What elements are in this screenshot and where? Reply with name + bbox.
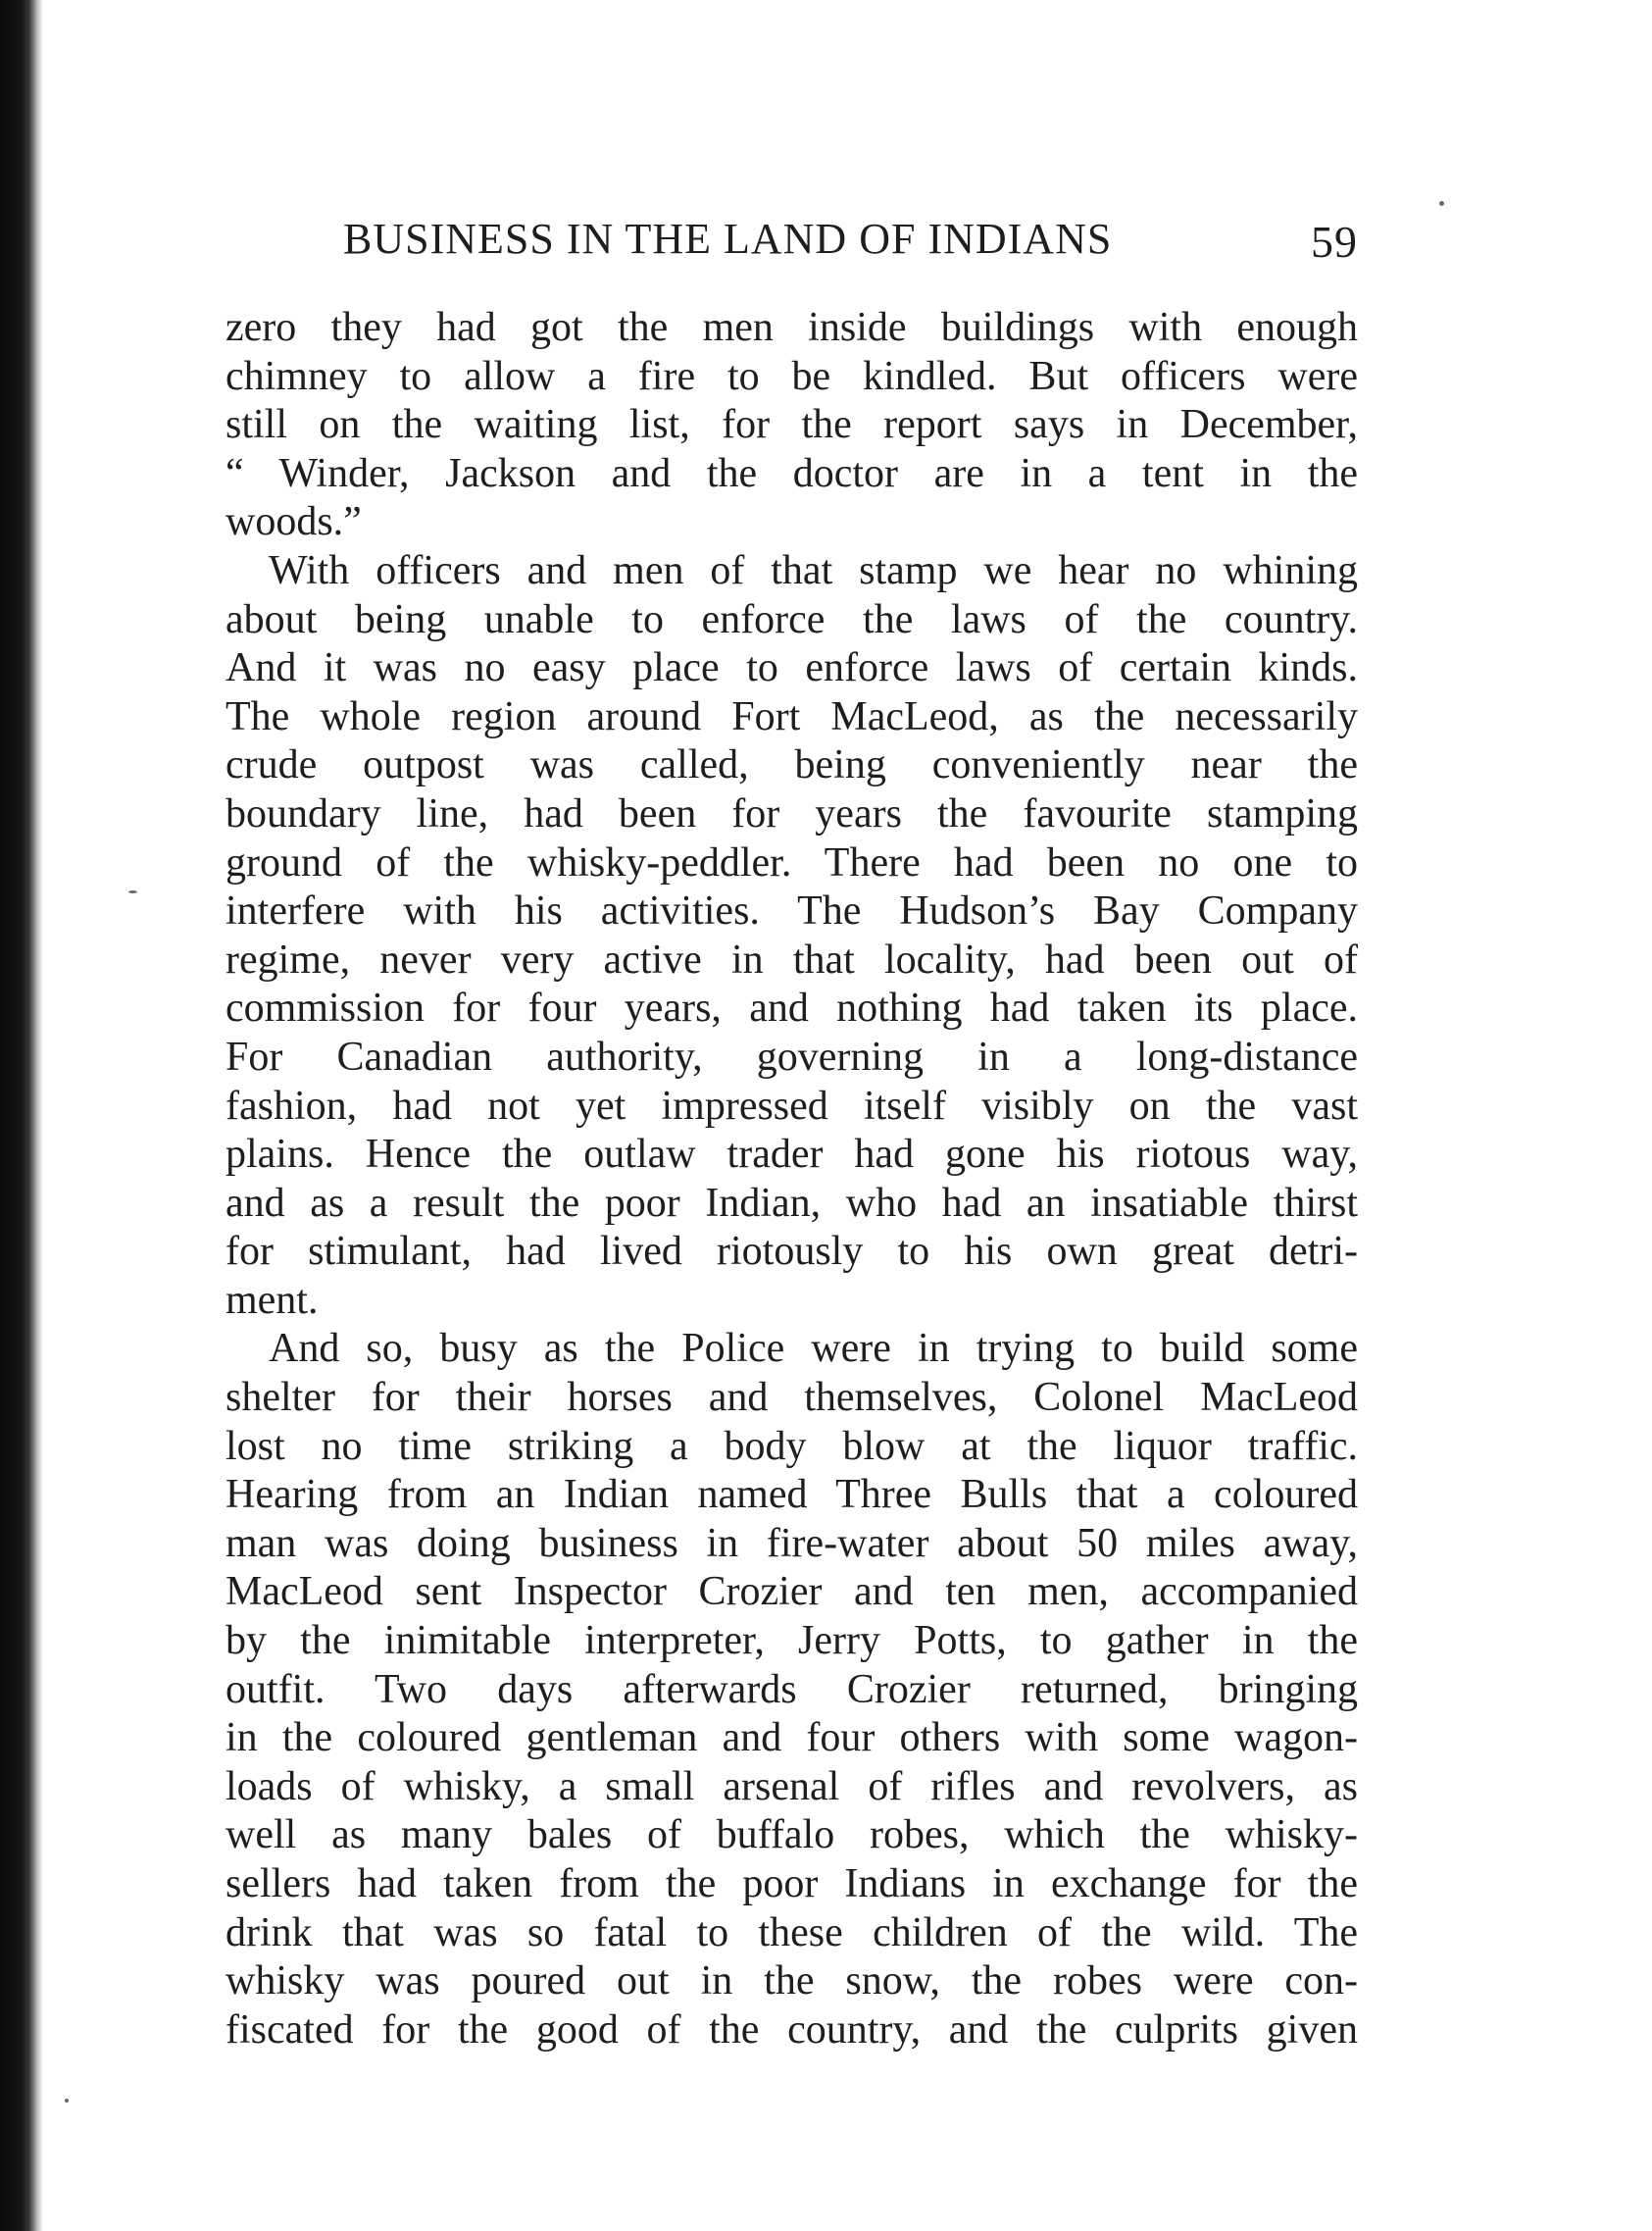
text-line: woods.” [225, 499, 362, 545]
text-line: sellers had taken from the poor Indians in exchange for the [225, 1861, 1358, 1906]
text-line: chimney to allow a fire to be kindled. But officers were [225, 353, 1358, 399]
text-line: boundary line, had been for years the favourite stamping [225, 790, 1358, 837]
text-line: by the inimitable interpreter, Jerry Potts, to gather in the [225, 1618, 1358, 1664]
binding-edge [0, 0, 43, 2231]
text-line: regime, never very active in that locality, had been out of [225, 937, 1358, 983]
text-line: loads of whisky, a small arsenal of rifles and revolvers, as [225, 1763, 1358, 1809]
paragraph [225, 547, 1358, 1326]
text-line: crude outpost was called, being conveniently near the [225, 742, 1358, 788]
text-line: interfere with his activities. The Hudson’s Bay Company [225, 888, 1358, 935]
text-line: in the coloured gentleman and four others with some wagon- [225, 1715, 1358, 1761]
paragraph [225, 304, 1358, 547]
text-line: And so, busy as the Police were in trying to build some [269, 1326, 1358, 1372]
text-line: about being unable to enforce the laws of the country. [225, 596, 1358, 642]
running-head [343, 214, 1358, 273]
text-line: The whole region around Fort MacLeod, as the necessarily [225, 693, 1358, 739]
text-line: well as many bales of buffalo robes, which the whisky- [225, 1812, 1358, 1858]
text-line: “ Winder, Jackson and the doctor are in a tent in the [225, 450, 1358, 496]
text-line: ground of the whisky-peddler. There had been no one to [225, 839, 1358, 886]
text-line: fiscated for the good of the country, and the culprits given [225, 2006, 1358, 2053]
text-line: And it was no easy place to enforce laws of certain kinds. [225, 645, 1358, 691]
text-line: ment. [225, 1277, 319, 1323]
text-line: outfit. Two days afterwards Crozier returned, bringing [225, 1666, 1358, 1712]
text-line: lost no time striking a body blow at the liquor traffic. [225, 1423, 1358, 1469]
text-line: man was doing business in fire-water about 50 miles away, [225, 1520, 1358, 1566]
text-line: shelter for their horses and themselves, Colonel MacLeod [225, 1375, 1358, 1421]
body-text [225, 304, 1358, 2054]
text-line: drink that was so fatal to these children of the wild. The [225, 1909, 1358, 1955]
text-line: For Canadian authority, governing in a long-distance [225, 1034, 1358, 1080]
running-head-title: BUSINESS IN THE LAND OF INDIANS [343, 215, 1113, 263]
text-line: for stimulant, had lived riotously to his own great detri- [225, 1229, 1358, 1275]
text-line: whisky was poured out in the snow, the robes were con- [225, 1958, 1358, 2004]
text-line: commission for four years, and nothing had taken its place. [225, 986, 1358, 1032]
paper-speck [128, 890, 137, 893]
text-line: fashion, had not yet impressed itself visibly on the vast [225, 1083, 1358, 1129]
text-line: MacLeod sent Inspector Crozier and ten men, accompanied [225, 1569, 1358, 1615]
text-line: and as a result the poor Indian, who had an insatiable thirst [225, 1180, 1358, 1226]
text-line: Hearing from an Indian named Three Bulls that a coloured [225, 1472, 1358, 1518]
text-line: zero they had got the men inside buildings with enough [225, 305, 1358, 350]
paper-speck [65, 2099, 69, 2103]
paragraph [225, 1325, 1358, 2054]
text-line: plains. Hence the outlaw trader had gone his riotous way, [225, 1132, 1358, 1178]
text-line: still on the waiting list, for the report says in December, [225, 402, 1358, 448]
paper-speck [1439, 201, 1444, 206]
page-number: 59 [1311, 217, 1358, 267]
text-line: With officers and men of that stamp we hear no whining [269, 547, 1358, 593]
